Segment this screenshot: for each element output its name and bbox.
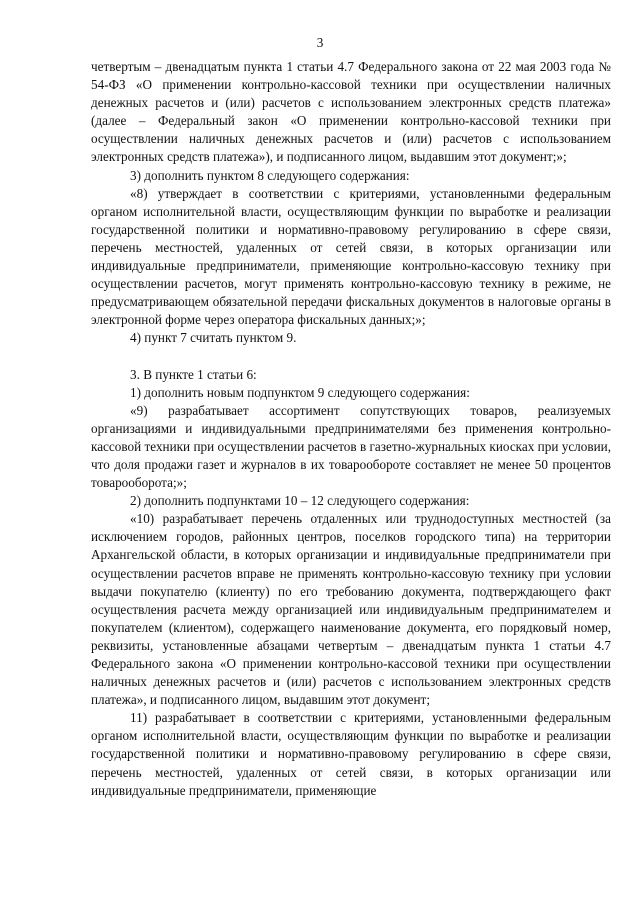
paragraph: 1) дополнить новым подпунктом 9 следующего содержания:	[130, 384, 470, 400]
paragraph: 3) дополнить пунктом 8 следующего содержания:	[130, 167, 410, 183]
document-body	[91, 58, 611, 800]
paragraph: «8) утверждает в соответствии с критериями, установленными федеральным органом исполнительной власти, осуществляющим функции по выработке и реализации государственной политики и нормативно-правовому регулированию в сфере связи, перечень местностей, удаленных от сетей связи, в которых организации или индивидуальные предприниматели, применяющие контрольно-кассовую технику при осуществлении расчетов, могут применять контрольно-кассовую технику в режиме, не предусматривающем обязательной передачи фискальных документов в налоговые органы в электронной форме через оператора фискальных данных;»;	[91, 185, 611, 328]
paragraph: «9) разрабатывает ассортимент сопутствующих товаров, реализуемых организациями и индивидуальными предпринимателями без применения контрольно-кассовой техники при осуществлении расчетов в газетно-журнальных киосках при условии, что доля продажи газет и журналов в их товарообороте составляет не менее 50 процентов товарооборота;»;	[91, 402, 611, 491]
page-number: 3	[316, 35, 324, 50]
paragraph: 4) пункт 7 считать пунктом 9.	[130, 330, 297, 346]
paragraph: 2) дополнить подпунктами 10 – 12 следующего содержания:	[130, 493, 470, 509]
paragraph: «10) разрабатывает перечень отдаленных или труднодоступных местностей (за исключением городов, районных центров, поселков городского типа) на территории Архангельской области, в которых организации и индивидуальные предприниматели при осуществлении расчетов вправе не применять контрольно-кассовую технику при условии выдачи покупателю (клиенту) по его требованию документа, подтверждающего факт осуществления расчета между организацией или индивидуальным предпринимателем и покупателем (клиентом), содержащего наименование документа, его порядковый номер, реквизиты, установленные абзацами четвертым – двенадцатым пункта 1 статьи 4.7 Федерального закона «О применении контрольно-кассовой техники при осуществлении наличных денежных расчетов и (или) расчетов с использованием электронных средств платежа», и подписанного лицом, выдавшим этот документ;	[91, 511, 611, 708]
paragraph: 11) разрабатывает в соответствии с критериями, установленными федеральным органом исполнительной власти, осуществляющим функции по выработке и реализации государственной политики и нормативно-правовому регулированию в сфере связи, перечень местностей, удаленных от сетей связи, в которых организации или индивидуальные предприниматели, применяющие	[91, 710, 611, 798]
paragraph: четвертым – двенадцатым пункта 1 статьи 4.7 Федерального закона от 22 мая 2003 года № 54-ФЗ «О применении контрольно-кассовой техники при осуществлении наличных денежных расчетов и (или) расчетов с использованием электронных средств платежа» (далее – Федеральный закон «О применении контрольно-кассовой техники при осуществлении наличных денежных расчетов и (или) расчетов с использованием электронных средств платежа»), и подписанного лицом, выдавшим этот документ;»;	[91, 59, 611, 165]
paragraph: 3. В пункте 1 статьи 6:	[130, 366, 257, 382]
